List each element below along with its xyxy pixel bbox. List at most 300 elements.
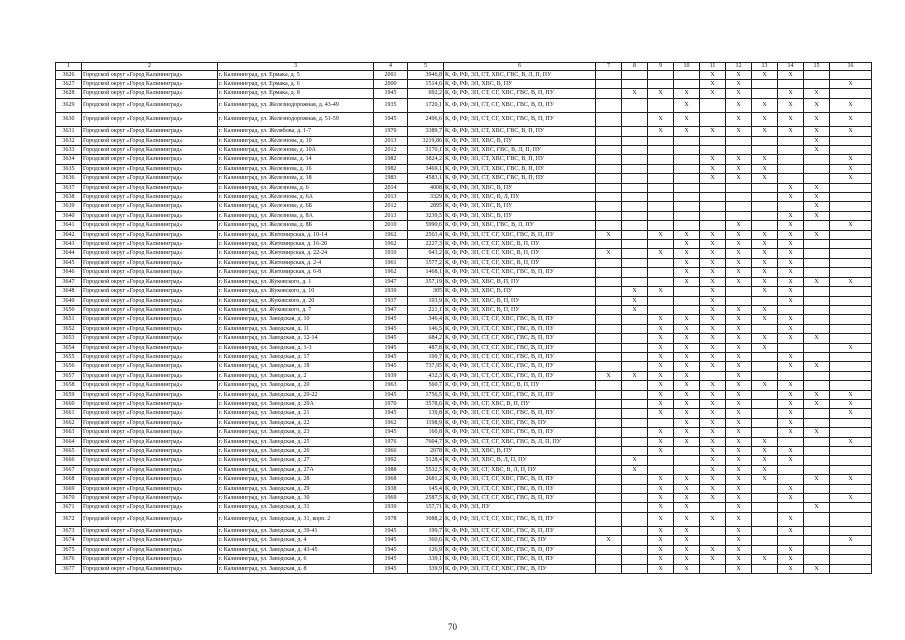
work-mark-cell bbox=[596, 127, 622, 136]
work-mark-cell bbox=[622, 211, 648, 220]
structural-elements-cell: К, Ф, РФ, ЭЛ, СТ, СГ, ХВС, ГВС, В, П, ПУ bbox=[444, 334, 596, 343]
build-year-cell: 1937 bbox=[374, 296, 408, 305]
header-cell: 14 bbox=[778, 63, 804, 71]
area-cell: 360,6 bbox=[408, 536, 444, 545]
work-mark-cell: X bbox=[674, 428, 700, 437]
work-mark-cell: X bbox=[778, 555, 804, 564]
work-mark-cell bbox=[622, 221, 648, 230]
work-mark-cell: X bbox=[752, 258, 778, 267]
structural-elements-cell: К, Ф, РФ, ЭЛ, СТ, СГ, ХВС, ГВС, В, Л, П, ПУ bbox=[444, 437, 596, 446]
work-mark-cell: X bbox=[674, 512, 700, 526]
address-cell: г. Калининград, ул. Железнодорожная, д. 43-49 bbox=[218, 98, 374, 112]
address-cell: г. Калининград, ул. Заводская, д. 26 bbox=[218, 447, 374, 456]
work-mark-cell bbox=[596, 484, 622, 493]
work-mark-cell bbox=[622, 70, 648, 79]
address-cell: г. Калининград, ул. Заводская, д. 31, корп. 2 bbox=[218, 512, 374, 526]
municipality-cell: Городской округ «Город Калининград» bbox=[82, 399, 218, 408]
work-mark-cell: X bbox=[778, 70, 804, 79]
work-mark-cell: X bbox=[778, 456, 804, 465]
work-mark-cell: X bbox=[648, 536, 674, 545]
build-year-cell: 1939 bbox=[374, 371, 408, 380]
work-mark-cell: X bbox=[804, 136, 830, 145]
work-mark-cell bbox=[674, 202, 700, 211]
work-mark-cell bbox=[596, 98, 622, 112]
address-cell: г. Калининград, ул. Заводская, д. 31 bbox=[218, 503, 374, 512]
work-mark-cell bbox=[596, 512, 622, 526]
work-mark-cell bbox=[804, 80, 830, 89]
address-cell: г. Калининград, ул. Заводская, д. 20А bbox=[218, 399, 374, 408]
row-number-cell: 3653 bbox=[56, 334, 82, 343]
row-number-cell: 3630 bbox=[56, 113, 82, 127]
work-mark-cell: X bbox=[700, 465, 726, 474]
structural-elements-cell: К, Ф, РФ, ЭЛ, ХВС, В, ПУ bbox=[444, 136, 596, 145]
build-year-cell: 1945 bbox=[374, 536, 408, 545]
municipality-cell: Городской округ «Город Калининград» bbox=[82, 164, 218, 173]
municipality-cell: Городской округ «Город Калининград» bbox=[82, 409, 218, 418]
work-mark-cell bbox=[804, 343, 830, 352]
work-mark-cell: X bbox=[674, 494, 700, 503]
work-mark-cell bbox=[778, 305, 804, 314]
work-mark-cell bbox=[648, 155, 674, 164]
structural-elements-cell: К, Ф, РФ, ЭЛ, ХВС, В, ПУ bbox=[444, 202, 596, 211]
row-number-cell: 3648 bbox=[56, 287, 82, 296]
work-mark-cell bbox=[804, 465, 830, 474]
row-number-cell: 3651 bbox=[56, 315, 82, 324]
work-mark-cell bbox=[726, 296, 752, 305]
work-mark-cell: X bbox=[752, 437, 778, 446]
structural-elements-cell: К, Ф, РФ, ЭЛ, СТ, СГ, ХВС, ГВС, В, П, ПУ bbox=[444, 362, 596, 371]
work-mark-cell: X bbox=[700, 80, 726, 89]
work-mark-cell: X bbox=[700, 164, 726, 173]
row-number-cell: 3634 bbox=[56, 155, 82, 164]
work-mark-cell: X bbox=[674, 390, 700, 399]
work-mark-cell bbox=[622, 183, 648, 192]
address-cell: г. Калининград, ул. Ермака, д. 5 bbox=[218, 70, 374, 79]
work-mark-cell bbox=[622, 334, 648, 343]
work-mark-cell bbox=[778, 465, 804, 474]
work-mark-cell bbox=[752, 503, 778, 512]
address-cell: г. Калининград, ул. Заводская, д. 18 bbox=[218, 362, 374, 371]
work-mark-cell: X bbox=[648, 512, 674, 526]
table-row bbox=[56, 249, 872, 258]
work-mark-cell bbox=[830, 465, 872, 474]
area-cell: 305 bbox=[408, 287, 444, 296]
work-mark-cell bbox=[804, 536, 830, 545]
work-mark-cell bbox=[596, 352, 622, 361]
work-mark-cell: X bbox=[778, 183, 804, 192]
structural-elements-cell: К, Ф, РФ, ЭЛ, СТ, СГ, ХВС, ГВС, В, П, ПУ bbox=[444, 89, 596, 98]
structural-elements-cell: К, Ф, РФ, ЭЛ, СТ, СГ, ХВС, ГВС, В, ПУ bbox=[444, 536, 596, 545]
work-mark-cell bbox=[830, 352, 872, 361]
work-mark-cell: X bbox=[778, 564, 804, 573]
work-mark-cell bbox=[596, 390, 622, 399]
address-cell: г. Калининград, ул. Житомирская, д. 16-20 bbox=[218, 240, 374, 249]
work-mark-cell: X bbox=[778, 287, 804, 296]
row-number-cell: 3647 bbox=[56, 277, 82, 286]
build-year-cell: 1945 bbox=[374, 428, 408, 437]
structural-elements-cell: К, Ф, РФ, ЭЛ, СТ, ХВС, ГВС, В, П, ПУ bbox=[444, 155, 596, 164]
work-mark-cell: X bbox=[752, 305, 778, 314]
structural-elements-cell: К, Ф, РФ, ЭЛ, СТ, СГ, ХВС, В, П, ПУ bbox=[444, 240, 596, 249]
work-mark-cell: X bbox=[830, 98, 872, 112]
work-mark-cell bbox=[804, 258, 830, 267]
table-row bbox=[56, 343, 872, 352]
area-cell: 145,4 bbox=[408, 484, 444, 493]
table-row bbox=[56, 371, 872, 380]
table-row bbox=[56, 268, 872, 277]
work-mark-cell bbox=[674, 80, 700, 89]
header-cell: 16 bbox=[830, 63, 872, 71]
work-mark-cell: X bbox=[648, 494, 674, 503]
work-mark-cell: X bbox=[674, 240, 700, 249]
work-mark-cell: X bbox=[778, 127, 804, 136]
table-row bbox=[56, 70, 872, 79]
work-mark-cell bbox=[648, 258, 674, 267]
work-mark-cell: X bbox=[648, 447, 674, 456]
work-mark-cell bbox=[622, 390, 648, 399]
row-number-cell: 3659 bbox=[56, 390, 82, 399]
address-cell: г. Калининград, ул. Железнова, д. 8Б bbox=[218, 221, 374, 230]
work-mark-cell bbox=[596, 202, 622, 211]
build-year-cell: 1976 bbox=[374, 437, 408, 446]
address-cell: г. Калининград, ул. Жуковского, д. 20 bbox=[218, 296, 374, 305]
address-cell: г. Калининград, ул. Заводская, д. 17 bbox=[218, 352, 374, 361]
work-mark-cell: X bbox=[830, 409, 872, 418]
work-mark-cell bbox=[596, 136, 622, 145]
row-number-cell: 3667 bbox=[56, 465, 82, 474]
table-row bbox=[56, 503, 872, 512]
build-year-cell: 1945 bbox=[374, 324, 408, 333]
structural-elements-cell: К, Ф, РФ, ЭЛ, СТ, СГ, ХВС, В, П, ПУ bbox=[444, 258, 596, 267]
row-number-cell: 3673 bbox=[56, 527, 82, 536]
work-mark-cell: X bbox=[700, 545, 726, 554]
build-year-cell: 1945 bbox=[374, 409, 408, 418]
build-year-cell: 2014 bbox=[374, 183, 408, 192]
area-cell: 7604,7 bbox=[408, 437, 444, 446]
work-mark-cell: X bbox=[700, 494, 726, 503]
work-mark-cell bbox=[700, 202, 726, 211]
work-mark-cell: X bbox=[752, 70, 778, 79]
work-mark-cell bbox=[596, 503, 622, 512]
work-mark-cell: X bbox=[700, 174, 726, 183]
build-year-cell: 1939 bbox=[374, 503, 408, 512]
work-mark-cell bbox=[752, 536, 778, 545]
work-mark-cell: X bbox=[674, 437, 700, 446]
structural-elements-cell: К, Ф, РФ, ЭЛ, ХВС, В, ПУ bbox=[444, 211, 596, 220]
build-year-cell: 1945 bbox=[374, 390, 408, 399]
work-mark-cell bbox=[830, 211, 872, 220]
work-mark-cell: X bbox=[726, 465, 752, 474]
work-mark-cell bbox=[596, 315, 622, 324]
work-mark-cell: X bbox=[830, 80, 872, 89]
work-mark-cell: X bbox=[648, 437, 674, 446]
work-mark-cell: X bbox=[804, 230, 830, 239]
work-mark-cell bbox=[830, 371, 872, 380]
work-mark-cell: X bbox=[830, 155, 872, 164]
row-number-cell: 3652 bbox=[56, 324, 82, 333]
table-row bbox=[56, 113, 872, 127]
structural-elements-cell: К, Ф, РФ, ЭЛ, СТ, СГ, ХВС, ГВС, В, П, ПУ bbox=[444, 484, 596, 493]
structural-elements-cell: К, Ф, РФ, ЭЛ, СТ, СГ, ХВС, ГВС, В, П, ПУ bbox=[444, 494, 596, 503]
work-mark-cell: X bbox=[648, 484, 674, 493]
structural-elements-cell: К, Ф, РФ, ЭЛ, СТ, СГ, ХВС, ГВС, В, ПУ bbox=[444, 418, 596, 427]
table-row bbox=[56, 527, 872, 536]
work-mark-cell bbox=[622, 437, 648, 446]
work-mark-cell bbox=[804, 155, 830, 164]
header-cell: 2 bbox=[82, 63, 218, 71]
address-cell: г. Калининград, ул. Заводская, д. 39-41 bbox=[218, 527, 374, 536]
work-mark-cell bbox=[830, 183, 872, 192]
structural-elements-cell: К, Ф, РФ, ЭЛ, СТ, ХВС, ГВС, В, Л, П, ПУ bbox=[444, 70, 596, 79]
municipality-cell: Городской округ «Город Калининград» bbox=[82, 555, 218, 564]
work-mark-cell bbox=[726, 287, 752, 296]
work-mark-cell: X bbox=[778, 240, 804, 249]
address-cell: г. Калининград, ул. Заводская, д. 27А bbox=[218, 465, 374, 474]
work-mark-cell bbox=[648, 418, 674, 427]
work-mark-cell: X bbox=[726, 249, 752, 258]
table-row bbox=[56, 352, 872, 361]
address-cell: г. Калининград, ул. Железнова, д. 16 bbox=[218, 164, 374, 173]
work-mark-cell bbox=[622, 240, 648, 249]
work-mark-cell: X bbox=[596, 371, 622, 380]
structural-elements-cell: К, Ф, РФ, ЭЛ, СТ, ХВС, ГВС, В, П, ПУ bbox=[444, 164, 596, 173]
table-row bbox=[56, 437, 872, 446]
work-mark-cell: X bbox=[752, 381, 778, 390]
work-mark-cell bbox=[700, 371, 726, 380]
structural-elements-cell: К, Ф, РФ, ЭЛ, СТ, СГ, ХВС, В, П, ПУ bbox=[444, 249, 596, 258]
work-mark-cell: X bbox=[674, 399, 700, 408]
work-mark-cell bbox=[700, 211, 726, 220]
area-cell: 3824,2 bbox=[408, 155, 444, 164]
header-cell: 11 bbox=[700, 63, 726, 71]
header-cell: 15 bbox=[804, 63, 830, 71]
work-mark-cell: X bbox=[726, 399, 752, 408]
municipality-cell: Городской округ «Город Калининград» bbox=[82, 494, 218, 503]
work-mark-cell: X bbox=[752, 465, 778, 474]
work-mark-cell: X bbox=[622, 287, 648, 296]
work-mark-cell bbox=[804, 447, 830, 456]
work-mark-cell bbox=[752, 484, 778, 493]
table-row bbox=[56, 315, 872, 324]
work-mark-cell: X bbox=[726, 155, 752, 164]
area-cell: 3329 bbox=[408, 193, 444, 202]
table-row bbox=[56, 174, 872, 183]
structural-elements-cell: К, Ф, РФ, ЭЛ, ХВС, ГВС, В, Л, П, ПУ bbox=[444, 146, 596, 155]
row-number-cell: 3636 bbox=[56, 174, 82, 183]
work-mark-cell: X bbox=[726, 343, 752, 352]
work-mark-cell: X bbox=[726, 70, 752, 79]
work-mark-cell: X bbox=[752, 315, 778, 324]
work-mark-cell: X bbox=[830, 127, 872, 136]
work-mark-cell: X bbox=[752, 277, 778, 286]
area-cell: 5990,6 bbox=[408, 221, 444, 230]
municipality-cell: Городской округ «Город Калининград» bbox=[82, 324, 218, 333]
work-mark-cell bbox=[830, 193, 872, 202]
work-mark-cell: X bbox=[726, 324, 752, 333]
work-mark-cell: X bbox=[674, 343, 700, 352]
work-mark-cell bbox=[622, 324, 648, 333]
work-mark-cell bbox=[648, 80, 674, 89]
work-mark-cell: X bbox=[752, 230, 778, 239]
area-cell: 3578,6 bbox=[408, 399, 444, 408]
work-mark-cell: X bbox=[804, 277, 830, 286]
municipality-cell: Городской округ «Город Калининград» bbox=[82, 381, 218, 390]
work-mark-cell bbox=[830, 89, 872, 98]
work-mark-cell bbox=[674, 447, 700, 456]
work-mark-cell: X bbox=[700, 437, 726, 446]
work-mark-cell: X bbox=[778, 494, 804, 503]
work-mark-cell bbox=[596, 113, 622, 127]
build-year-cell: 1962 bbox=[374, 268, 408, 277]
work-mark-cell bbox=[596, 287, 622, 296]
work-mark-cell: X bbox=[778, 352, 804, 361]
build-year-cell: 2012 bbox=[374, 146, 408, 155]
work-mark-cell: X bbox=[830, 221, 872, 230]
work-mark-cell bbox=[622, 193, 648, 202]
work-mark-cell: X bbox=[674, 249, 700, 258]
table-row bbox=[56, 564, 872, 573]
work-mark-cell bbox=[700, 221, 726, 230]
work-mark-cell: X bbox=[726, 127, 752, 136]
work-mark-cell bbox=[804, 494, 830, 503]
address-cell: г. Калининград, ул. Желябова, д. 1-7 bbox=[218, 127, 374, 136]
work-mark-cell bbox=[622, 164, 648, 173]
area-cell: 737,95 bbox=[408, 362, 444, 371]
area-cell: 2895 bbox=[408, 202, 444, 211]
work-mark-cell bbox=[726, 146, 752, 155]
work-mark-cell bbox=[596, 564, 622, 573]
area-cell: 943,2 bbox=[408, 249, 444, 258]
table-row bbox=[56, 80, 872, 89]
work-mark-cell: X bbox=[700, 268, 726, 277]
work-mark-cell: X bbox=[752, 555, 778, 564]
work-mark-cell bbox=[596, 494, 622, 503]
area-cell: 157,71 bbox=[408, 503, 444, 512]
work-mark-cell bbox=[830, 268, 872, 277]
work-mark-cell: X bbox=[726, 555, 752, 564]
work-mark-cell: X bbox=[778, 249, 804, 258]
area-cell: 3239,5 bbox=[408, 211, 444, 220]
work-mark-cell bbox=[622, 484, 648, 493]
work-mark-cell: X bbox=[674, 315, 700, 324]
work-mark-cell: X bbox=[752, 334, 778, 343]
area-cell: 2681,2 bbox=[408, 475, 444, 484]
work-mark-cell bbox=[804, 240, 830, 249]
work-mark-cell: X bbox=[648, 545, 674, 554]
work-mark-cell bbox=[674, 174, 700, 183]
row-number-cell: 3640 bbox=[56, 211, 82, 220]
municipality-cell: Городской округ «Город Калининград» bbox=[82, 80, 218, 89]
municipality-cell: Городской округ «Город Калининград» bbox=[82, 352, 218, 361]
work-mark-cell: X bbox=[778, 399, 804, 408]
work-mark-cell: X bbox=[700, 343, 726, 352]
work-mark-cell bbox=[648, 305, 674, 314]
address-cell: г. Калининград, ул. Заводская, д. 11 bbox=[218, 324, 374, 333]
structural-elements-cell: К, Ф, РФ, ЭЛ, СТ, СГ, ХВС, ГВС, В, П, ПУ bbox=[444, 315, 596, 324]
work-mark-cell bbox=[830, 381, 872, 390]
work-mark-cell: X bbox=[778, 193, 804, 202]
build-year-cell: 1970 bbox=[374, 399, 408, 408]
header-cell: 8 bbox=[622, 63, 648, 71]
work-mark-cell bbox=[752, 80, 778, 89]
work-mark-cell: X bbox=[700, 456, 726, 465]
table-row bbox=[56, 418, 872, 427]
work-mark-cell bbox=[622, 315, 648, 324]
address-cell: г. Калининград, ул. Заводская, д. 25 bbox=[218, 437, 374, 446]
municipality-cell: Городской округ «Город Калининград» bbox=[82, 512, 218, 526]
row-number-cell: 3664 bbox=[56, 437, 82, 446]
work-mark-cell: X bbox=[622, 371, 648, 380]
municipality-cell: Городской округ «Город Калининград» bbox=[82, 127, 218, 136]
address-cell: г. Калининград, ул. Заводская, д. 30 bbox=[218, 494, 374, 503]
work-mark-cell bbox=[622, 155, 648, 164]
work-mark-cell: X bbox=[830, 536, 872, 545]
work-mark-cell bbox=[804, 545, 830, 554]
work-mark-cell: X bbox=[700, 475, 726, 484]
municipality-cell: Городской округ «Город Калининград» bbox=[82, 146, 218, 155]
work-mark-cell: X bbox=[726, 113, 752, 127]
work-mark-cell bbox=[726, 211, 752, 220]
structural-elements-cell: К, Ф, РФ, ЭЛ, ХВС, В, ПУ bbox=[444, 80, 596, 89]
area-cell: 146,5 bbox=[408, 324, 444, 333]
row-number-cell: 3649 bbox=[56, 296, 82, 305]
municipality-cell: Городской округ «Город Калининград» bbox=[82, 536, 218, 545]
work-mark-cell bbox=[622, 527, 648, 536]
row-number-cell: 3643 bbox=[56, 240, 82, 249]
work-mark-cell: X bbox=[830, 164, 872, 173]
structural-elements-cell: К, Ф, РФ, ЭЛ, СТ, ХВС, ГВС, В, П, ПУ bbox=[444, 127, 596, 136]
table-row bbox=[56, 409, 872, 418]
housing-registry-table bbox=[55, 62, 872, 574]
work-mark-cell: X bbox=[752, 456, 778, 465]
header-cell: 6 bbox=[444, 63, 596, 71]
work-mark-cell bbox=[596, 258, 622, 267]
work-mark-cell: X bbox=[648, 127, 674, 136]
work-mark-cell bbox=[830, 527, 872, 536]
municipality-cell: Городской округ «Город Калининград» bbox=[82, 428, 218, 437]
area-cell: 2587,5 bbox=[408, 494, 444, 503]
municipality-cell: Городской округ «Город Калининград» bbox=[82, 371, 218, 380]
work-mark-cell: X bbox=[778, 315, 804, 324]
row-number-cell: 3626 bbox=[56, 70, 82, 79]
municipality-cell: Городской округ «Город Калининград» bbox=[82, 362, 218, 371]
build-year-cell: 1962 bbox=[374, 240, 408, 249]
work-mark-cell: X bbox=[700, 324, 726, 333]
build-year-cell: 1983 bbox=[374, 174, 408, 183]
table-row bbox=[56, 136, 872, 145]
work-mark-cell: X bbox=[778, 418, 804, 427]
work-mark-cell: X bbox=[726, 494, 752, 503]
work-mark-cell bbox=[700, 536, 726, 545]
structural-elements-cell: К, Ф, РФ, ЭЛ, СТ, СГ, ХВС, ГВС, В, П, ПУ bbox=[444, 428, 596, 437]
structural-elements-cell: К, Ф, РФ, ЭЛ, ХВС, В, ПУ bbox=[444, 447, 596, 456]
work-mark-cell: X bbox=[674, 89, 700, 98]
work-mark-cell bbox=[830, 503, 872, 512]
work-mark-cell bbox=[726, 183, 752, 192]
municipality-cell: Городской округ «Город Калининград» bbox=[82, 315, 218, 324]
build-year-cell: 1982 bbox=[374, 164, 408, 173]
work-mark-cell bbox=[596, 305, 622, 314]
address-cell: г. Калининград, ул. Заводская, д. 20 bbox=[218, 381, 374, 390]
work-mark-cell: X bbox=[700, 447, 726, 456]
table-row bbox=[56, 277, 872, 286]
work-mark-cell bbox=[752, 512, 778, 526]
work-mark-cell bbox=[778, 475, 804, 484]
area-cell: 3088,2 bbox=[408, 512, 444, 526]
build-year-cell: 1945 bbox=[374, 334, 408, 343]
work-mark-cell bbox=[622, 381, 648, 390]
table-row bbox=[56, 545, 872, 554]
